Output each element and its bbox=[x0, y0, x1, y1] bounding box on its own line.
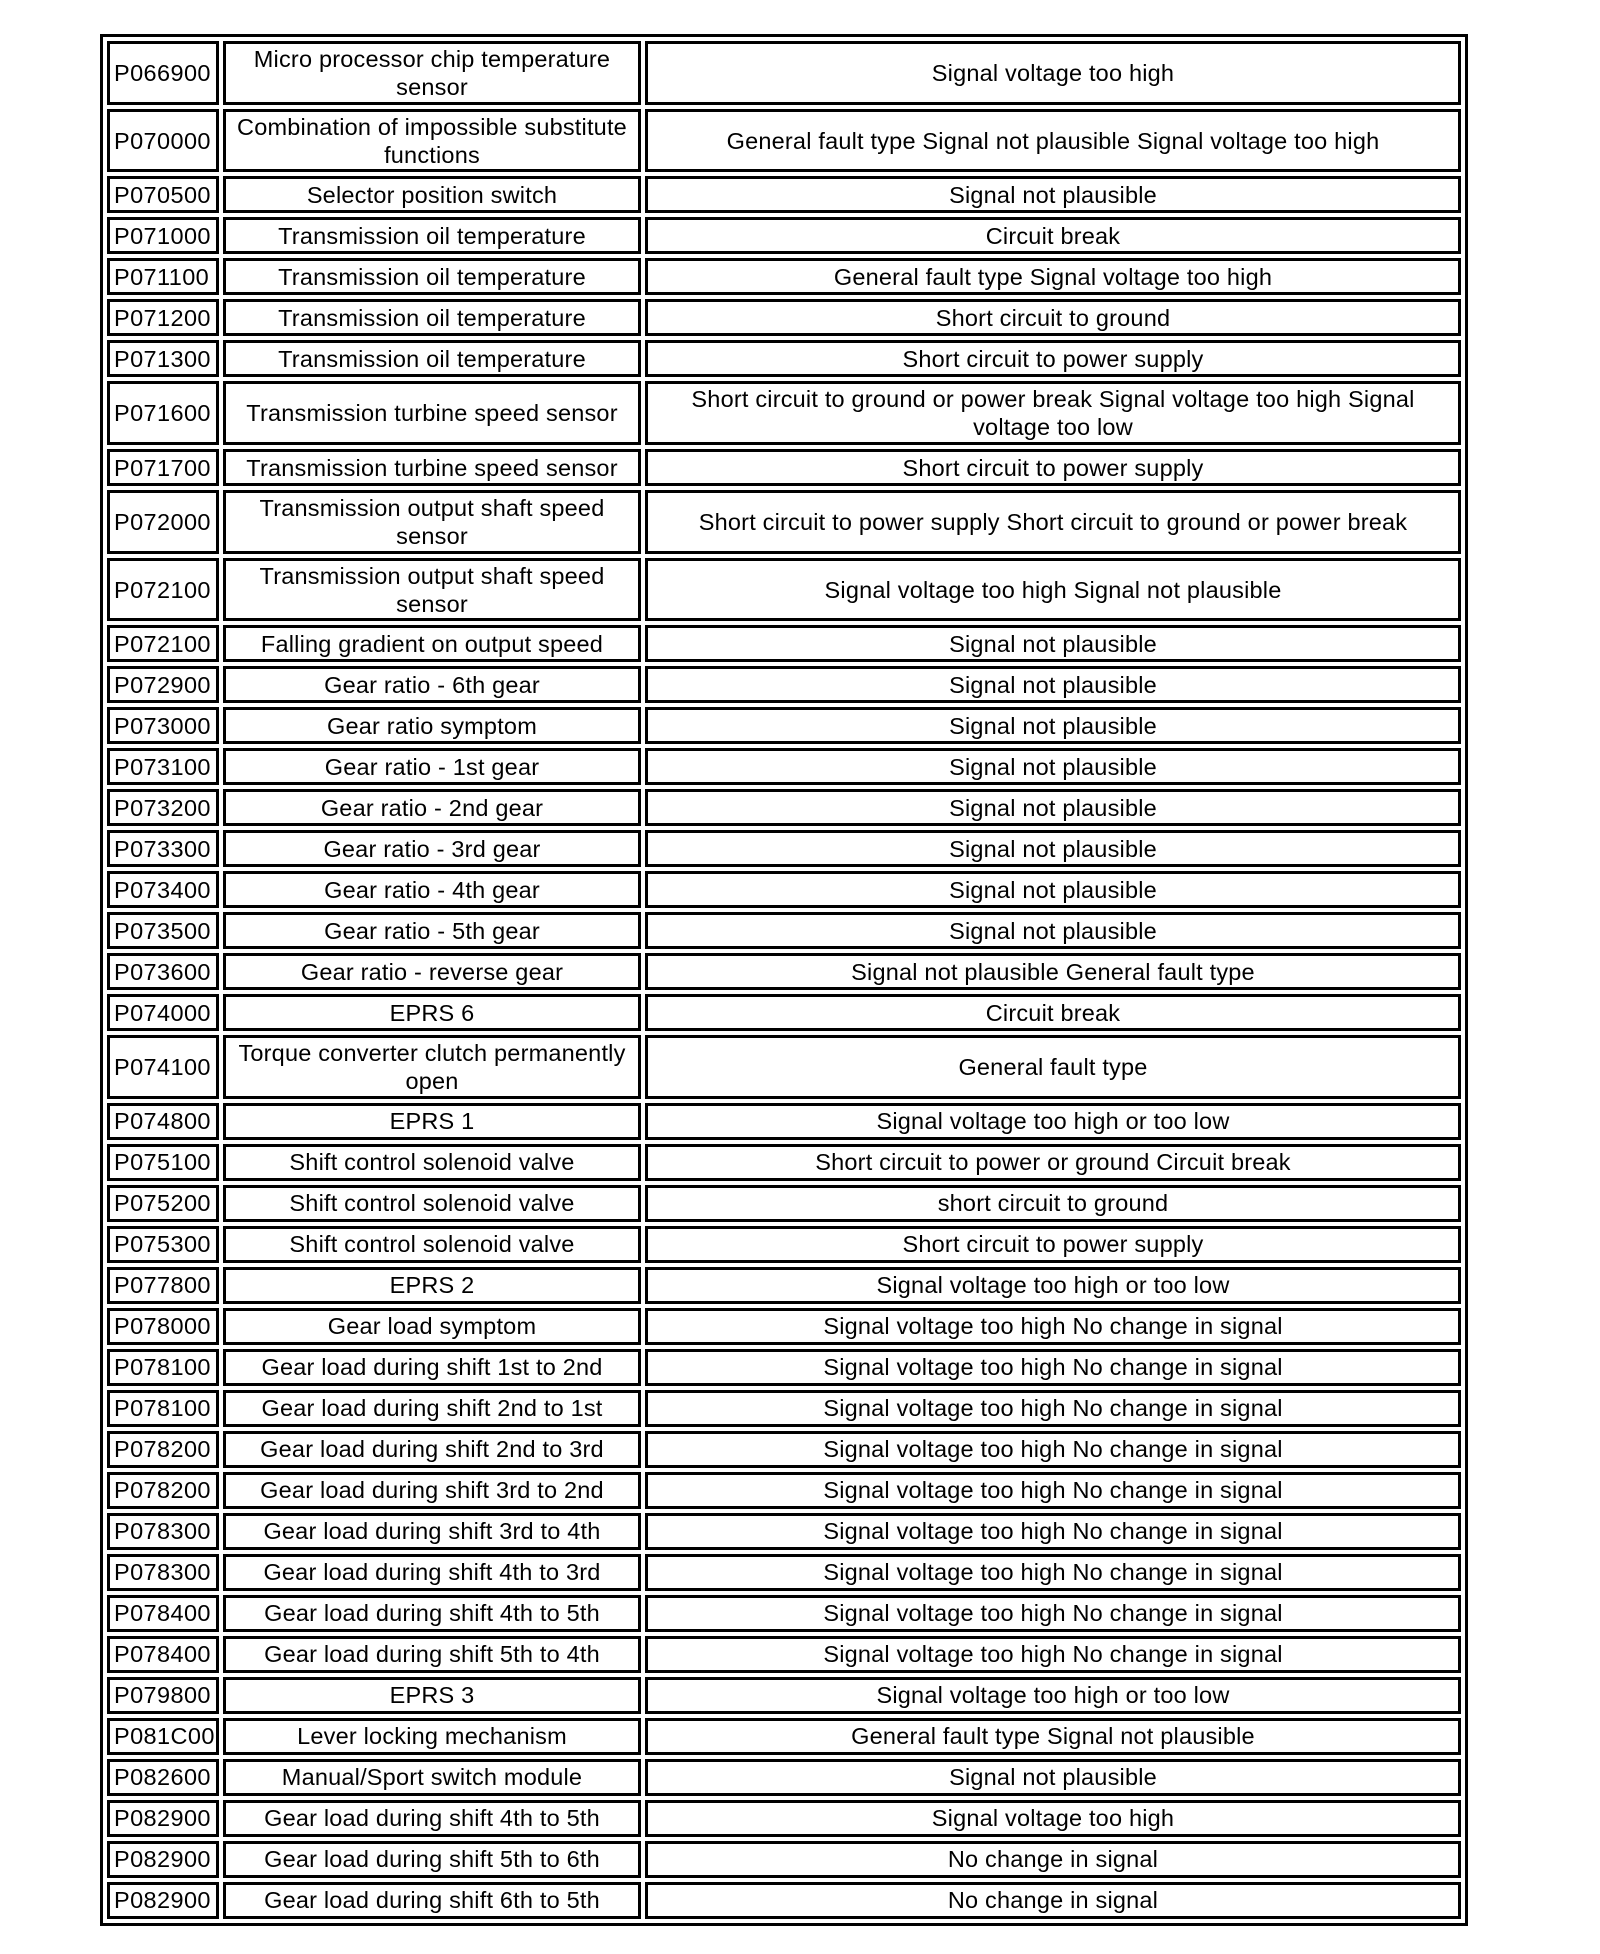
component-cell: Gear load during shift 4th to 5th bbox=[223, 1800, 641, 1837]
table-row bbox=[107, 41, 1461, 105]
table-row bbox=[107, 912, 1461, 949]
dtc-code-cell: P071000 bbox=[107, 217, 219, 254]
table-row bbox=[107, 1308, 1461, 1345]
table-row bbox=[107, 1185, 1461, 1222]
component-cell: Transmission oil temperature bbox=[223, 299, 641, 336]
fault-condition-cell: Signal voltage too high Signal not plausible bbox=[645, 558, 1461, 622]
table-row bbox=[107, 1431, 1461, 1468]
fault-condition-cell: Signal not plausible bbox=[645, 625, 1461, 662]
dtc-code-cell: P077800 bbox=[107, 1267, 219, 1304]
component-cell: Gear ratio - 3rd gear bbox=[223, 830, 641, 867]
fault-condition-cell: Signal voltage too high No change in signal bbox=[645, 1431, 1461, 1468]
fault-condition-cell: Signal not plausible bbox=[645, 176, 1461, 213]
dtc-code-cell: P073500 bbox=[107, 912, 219, 949]
table-row bbox=[107, 1390, 1461, 1427]
fault-condition-cell: General fault type bbox=[645, 1035, 1461, 1099]
dtc-code-cell: P073400 bbox=[107, 871, 219, 908]
dtc-code-cell: P074100 bbox=[107, 1035, 219, 1099]
component-cell: Selector position switch bbox=[223, 176, 641, 213]
dtc-code-cell: P073000 bbox=[107, 707, 219, 744]
fault-condition-cell: Signal voltage too high or too low bbox=[645, 1103, 1461, 1140]
component-cell: Gear ratio - 1st gear bbox=[223, 748, 641, 785]
table-row bbox=[107, 789, 1461, 826]
component-cell: Transmission turbine speed sensor bbox=[223, 381, 641, 445]
dtc-code-cell: P078100 bbox=[107, 1390, 219, 1427]
dtc-table-body bbox=[107, 41, 1461, 1919]
dtc-code-cell: P070000 bbox=[107, 109, 219, 173]
dtc-code-cell: P078300 bbox=[107, 1513, 219, 1550]
table-row bbox=[107, 625, 1461, 662]
dtc-code-cell: P078300 bbox=[107, 1554, 219, 1591]
component-cell: Gear load during shift 3rd to 2nd bbox=[223, 1472, 641, 1509]
fault-condition-cell: Signal voltage too high No change in signal bbox=[645, 1554, 1461, 1591]
component-cell: Gear load during shift 5th to 6th bbox=[223, 1841, 641, 1878]
component-cell: EPRS 2 bbox=[223, 1267, 641, 1304]
fault-condition-cell: Short circuit to power supply bbox=[645, 449, 1461, 486]
component-cell: Gear load during shift 2nd to 3rd bbox=[223, 1431, 641, 1468]
fault-condition-cell: Short circuit to power supply Short circuit to ground or power break bbox=[645, 490, 1461, 554]
table-row bbox=[107, 1267, 1461, 1304]
table-row bbox=[107, 994, 1461, 1031]
dtc-code-cell: P071600 bbox=[107, 381, 219, 445]
table-row bbox=[107, 1349, 1461, 1386]
table-row bbox=[107, 490, 1461, 554]
dtc-code-cell: P073600 bbox=[107, 953, 219, 990]
table-row bbox=[107, 953, 1461, 990]
component-cell: Lever locking mechanism bbox=[223, 1718, 641, 1755]
fault-condition-cell: Signal voltage too high or too low bbox=[645, 1677, 1461, 1714]
dtc-code-cell: P078400 bbox=[107, 1595, 219, 1632]
table-row bbox=[107, 1800, 1461, 1837]
dtc-code-cell: P078000 bbox=[107, 1308, 219, 1345]
component-cell: Gear ratio - 5th gear bbox=[223, 912, 641, 949]
fault-condition-cell: Signal not plausible bbox=[645, 830, 1461, 867]
fault-condition-cell: Circuit break bbox=[645, 994, 1461, 1031]
fault-condition-cell: No change in signal bbox=[645, 1841, 1461, 1878]
dtc-code-cell: P075100 bbox=[107, 1144, 219, 1181]
fault-condition-cell: Short circuit to power supply bbox=[645, 1226, 1461, 1263]
table-row bbox=[107, 871, 1461, 908]
table-row bbox=[107, 1841, 1461, 1878]
document-page bbox=[100, 34, 1468, 1926]
component-cell: Gear load during shift 6th to 5th bbox=[223, 1882, 641, 1919]
fault-condition-cell: Signal not plausible bbox=[645, 748, 1461, 785]
dtc-code-cell: P082600 bbox=[107, 1759, 219, 1796]
dtc-code-cell: P075200 bbox=[107, 1185, 219, 1222]
component-cell: EPRS 1 bbox=[223, 1103, 641, 1140]
dtc-code-cell: P073200 bbox=[107, 789, 219, 826]
fault-condition-cell: Short circuit to power supply bbox=[645, 340, 1461, 377]
component-cell: Gear load symptom bbox=[223, 1308, 641, 1345]
component-cell: Micro processor chip temperature sensor bbox=[223, 41, 641, 105]
fault-condition-cell: General fault type Signal voltage too high bbox=[645, 258, 1461, 295]
dtc-code-cell: P066900 bbox=[107, 41, 219, 105]
component-cell: Gear load during shift 4th to 5th bbox=[223, 1595, 641, 1632]
component-cell: Shift control solenoid valve bbox=[223, 1226, 641, 1263]
fault-condition-cell: General fault type Signal not plausible Signal voltage too high bbox=[645, 109, 1461, 173]
component-cell: Manual/Sport switch module bbox=[223, 1759, 641, 1796]
dtc-code-cell: P070500 bbox=[107, 176, 219, 213]
fault-condition-cell: Short circuit to ground or power break Signal voltage too high Signal voltage too low bbox=[645, 381, 1461, 445]
dtc-code-cell: P078400 bbox=[107, 1636, 219, 1673]
dtc-code-cell: P078100 bbox=[107, 1349, 219, 1386]
fault-condition-cell: Signal not plausible bbox=[645, 912, 1461, 949]
component-cell: Shift control solenoid valve bbox=[223, 1144, 641, 1181]
component-cell: Transmission oil temperature bbox=[223, 217, 641, 254]
table-row bbox=[107, 340, 1461, 377]
dtc-code-cell: P071700 bbox=[107, 449, 219, 486]
fault-condition-cell: Signal not plausible General fault type bbox=[645, 953, 1461, 990]
table-row bbox=[107, 1759, 1461, 1796]
table-row bbox=[107, 176, 1461, 213]
table-row bbox=[107, 666, 1461, 703]
table-row bbox=[107, 1103, 1461, 1140]
component-cell: Gear ratio - 6th gear bbox=[223, 666, 641, 703]
dtc-code-cell: P079800 bbox=[107, 1677, 219, 1714]
table-row bbox=[107, 1554, 1461, 1591]
component-cell: Transmission turbine speed sensor bbox=[223, 449, 641, 486]
dtc-code-cell: P072100 bbox=[107, 625, 219, 662]
fault-condition-cell: short circuit to ground bbox=[645, 1185, 1461, 1222]
fault-condition-cell: Signal not plausible bbox=[645, 707, 1461, 744]
component-cell: Transmission oil temperature bbox=[223, 340, 641, 377]
dtc-code-cell: P071100 bbox=[107, 258, 219, 295]
fault-condition-cell: Signal voltage too high No change in signal bbox=[645, 1595, 1461, 1632]
component-cell: Torque converter clutch permanently open bbox=[223, 1035, 641, 1099]
dtc-code-cell: P074000 bbox=[107, 994, 219, 1031]
table-row bbox=[107, 1595, 1461, 1632]
dtc-code-cell: P081C00 bbox=[107, 1718, 219, 1755]
table-row bbox=[107, 830, 1461, 867]
fault-condition-cell: Signal voltage too high No change in signal bbox=[645, 1390, 1461, 1427]
table-row bbox=[107, 449, 1461, 486]
fault-condition-cell: Signal voltage too high bbox=[645, 41, 1461, 105]
component-cell: Gear ratio - 2nd gear bbox=[223, 789, 641, 826]
fault-condition-cell: Circuit break bbox=[645, 217, 1461, 254]
table-row bbox=[107, 1035, 1461, 1099]
table-row bbox=[107, 217, 1461, 254]
component-cell: EPRS 6 bbox=[223, 994, 641, 1031]
table-row bbox=[107, 1718, 1461, 1755]
fault-condition-cell: Signal not plausible bbox=[645, 789, 1461, 826]
component-cell: Gear load during shift 4th to 3rd bbox=[223, 1554, 641, 1591]
dtc-code-cell: P082900 bbox=[107, 1882, 219, 1919]
table-row bbox=[107, 381, 1461, 445]
fault-condition-cell: Signal not plausible bbox=[645, 871, 1461, 908]
component-cell: Gear load during shift 2nd to 1st bbox=[223, 1390, 641, 1427]
fault-condition-cell: Signal not plausible bbox=[645, 1759, 1461, 1796]
component-cell: Combination of impossible substitute functions bbox=[223, 109, 641, 173]
table-row bbox=[107, 748, 1461, 785]
component-cell: Transmission output shaft speed sensor bbox=[223, 490, 641, 554]
component-cell: Gear load during shift 3rd to 4th bbox=[223, 1513, 641, 1550]
fault-condition-cell: Signal voltage too high No change in signal bbox=[645, 1308, 1461, 1345]
fault-condition-cell: General fault type Signal not plausible bbox=[645, 1718, 1461, 1755]
fault-condition-cell: Signal not plausible bbox=[645, 666, 1461, 703]
table-row bbox=[107, 1144, 1461, 1181]
dtc-code-cell: P078200 bbox=[107, 1431, 219, 1468]
table-row bbox=[107, 258, 1461, 295]
table-row bbox=[107, 1636, 1461, 1673]
dtc-code-cell: P078200 bbox=[107, 1472, 219, 1509]
table-row bbox=[107, 707, 1461, 744]
dtc-code-cell: P075300 bbox=[107, 1226, 219, 1263]
component-cell: Shift control solenoid valve bbox=[223, 1185, 641, 1222]
table-row bbox=[107, 1472, 1461, 1509]
fault-condition-cell: Signal voltage too high No change in signal bbox=[645, 1513, 1461, 1550]
dtc-code-cell: P073100 bbox=[107, 748, 219, 785]
fault-condition-cell: Signal voltage too high or too low bbox=[645, 1267, 1461, 1304]
dtc-table bbox=[103, 37, 1465, 1923]
table-row bbox=[107, 1226, 1461, 1263]
dtc-code-cell: P074800 bbox=[107, 1103, 219, 1140]
component-cell: Falling gradient on output speed bbox=[223, 625, 641, 662]
component-cell: Gear ratio - 4th gear bbox=[223, 871, 641, 908]
fault-condition-cell: Signal voltage too high No change in signal bbox=[645, 1472, 1461, 1509]
dtc-code-cell: P073300 bbox=[107, 830, 219, 867]
dtc-code-cell: P071300 bbox=[107, 340, 219, 377]
component-cell: Gear load during shift 5th to 4th bbox=[223, 1636, 641, 1673]
component-cell: Transmission output shaft speed sensor bbox=[223, 558, 641, 622]
component-cell: Gear ratio - reverse gear bbox=[223, 953, 641, 990]
fault-condition-cell: Short circuit to power or ground Circuit break bbox=[645, 1144, 1461, 1181]
fault-condition-cell: Signal voltage too high bbox=[645, 1800, 1461, 1837]
fault-condition-cell: Signal voltage too high No change in signal bbox=[645, 1349, 1461, 1386]
dtc-code-cell: P072000 bbox=[107, 490, 219, 554]
table-row bbox=[107, 1677, 1461, 1714]
table-row bbox=[107, 299, 1461, 336]
fault-condition-cell: Short circuit to ground bbox=[645, 299, 1461, 336]
table-row bbox=[107, 109, 1461, 173]
component-cell: EPRS 3 bbox=[223, 1677, 641, 1714]
table-row bbox=[107, 1513, 1461, 1550]
component-cell: Gear load during shift 1st to 2nd bbox=[223, 1349, 641, 1386]
dtc-code-cell: P082900 bbox=[107, 1841, 219, 1878]
fault-condition-cell: No change in signal bbox=[645, 1882, 1461, 1919]
component-cell: Transmission oil temperature bbox=[223, 258, 641, 295]
table-row bbox=[107, 1882, 1461, 1919]
component-cell: Gear ratio symptom bbox=[223, 707, 641, 744]
fault-condition-cell: Signal voltage too high No change in signal bbox=[645, 1636, 1461, 1673]
dtc-code-cell: P072900 bbox=[107, 666, 219, 703]
dtc-code-cell: P082900 bbox=[107, 1800, 219, 1837]
table-row bbox=[107, 558, 1461, 622]
dtc-code-cell: P072100 bbox=[107, 558, 219, 622]
dtc-code-cell: P071200 bbox=[107, 299, 219, 336]
